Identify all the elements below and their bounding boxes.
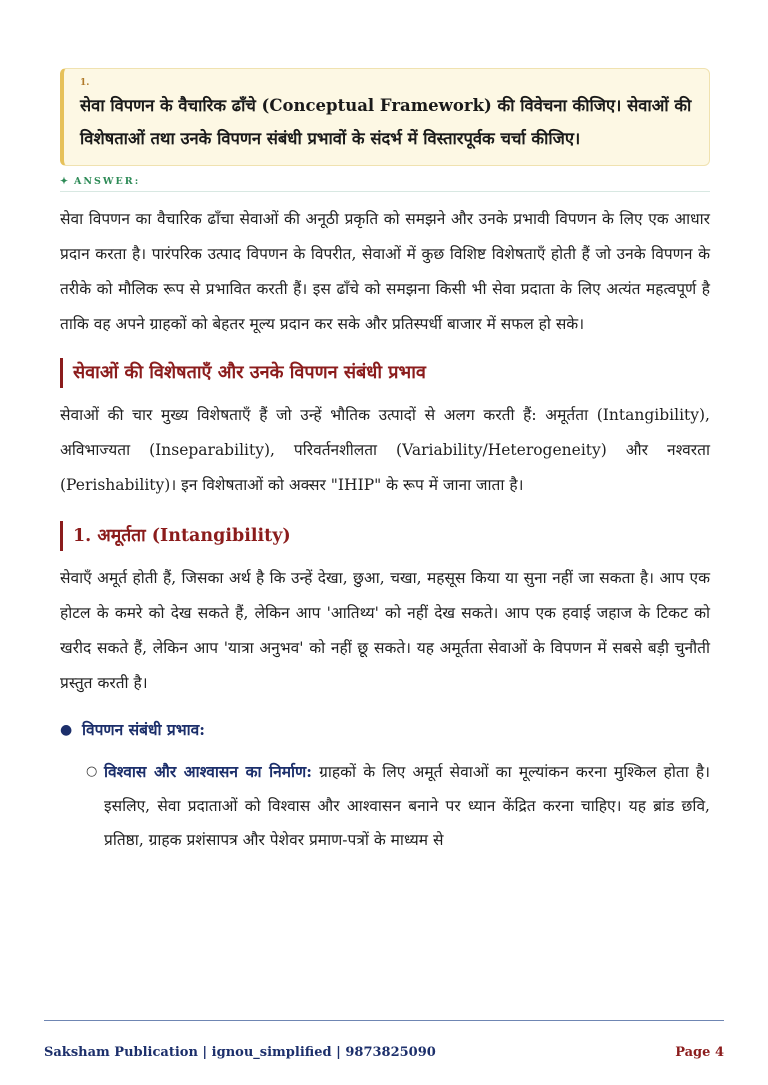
sub-bullet-text: ग्राहकों के लिए अमूर्त सेवाओं का मूल्यांकन करना मुश्किल होता है। इसलिए, सेवा प्रदाताओं को विश्वास और आश्वासन बनाने पर ध्यान केंद्रित करना चाहिए। यह ब्रांड छवि, प्रतिष्ठा, ग्राहक प्रशंसापत्र और पेशेवर प्रमाण-पत्रों के माध्यम से xyxy=(104,763,710,849)
footer-divider xyxy=(44,1020,724,1021)
bullet-dot-icon: ● xyxy=(60,722,73,738)
circle-bullet-icon: ○ xyxy=(86,764,98,779)
bullet-heading: विपणन संबंधी प्रभाव: xyxy=(82,720,205,739)
intro-paragraph: सेवा विपणन का वैचारिक ढाँचा सेवाओं की अनूठी प्रकृति को समझने और उनके प्रभावी विपणन के लिए एक आधार प्रदान करता है। पारंपरिक उत्पाद विपणन के विपरीत, सेवाओं में कुछ विशिष्ट विशेषताएँ होती हैं जो उनके विपणन के तरीके को मौलिक रूप से प्रभावित करती हैं। इस ढाँचे को समझना किसी भी सेवा प्रदाता के लिए अत्यंत महत्वपूर्ण है ताकि वह अपने ग्राहकों को बेहतर मूल्य प्रदान कर सके और प्रतिस्पर्धी बाजार में सफल हो सके। xyxy=(60,210,710,333)
question-text: सेवा विपणन के वैचारिक ढाँचे (Conceptual Framework) की विवेचना कीजिए। सेवाओं की विशेषताओं तथा उनके विपणन संबंधी प्रभावों के संदर्भ में विस्तारपूर्वक चर्चा कीजिए। xyxy=(80,96,692,148)
question-number: 1. xyxy=(80,78,90,88)
bullet-marketing-impact xyxy=(60,715,710,745)
section-paragraph: सेवाओं की चार मुख्य विशेषताएँ हैं जो उन्हें भौतिक उत्पादों से अलग करती हैं: अमूर्तता (Intangibility), अविभाज्यता (Inseparability), परिवर्तनशीलता (Variability/Heterogeneity) और नश्वरता (Perishability)। इन विशेषताओं को अक्सर "IHIP" के रूप में जाना जाता है। xyxy=(60,406,710,494)
intangibility-paragraph: सेवाएँ अमूर्त होती हैं, जिसका अर्थ है कि उन्हें देखा, छुआ, चखा, महसूस किया या सुना नहीं जा सकता है। आप एक होटल के कमरे को देख सकते हैं, लेकिन आप 'आतिथ्य' को नहीं देख सकते। आप एक हवाई जहाज के टिकट को खरीद सकते हैं, लेकिन आप 'यात्रा अनुभव' को नहीं छू सकते। यह अमूर्तता सेवाओं के विपणन में सबसे बड़ी चुनौती प्रस्तुत करती है। xyxy=(60,569,710,692)
subheading-intangibility: 1. अमूर्तता (Intangibility) xyxy=(60,521,710,551)
page-content xyxy=(60,68,710,857)
diamond-icon: ✦ xyxy=(60,176,70,187)
sub-bullet-trust xyxy=(86,755,710,857)
footer-publisher: Saksham Publication | ignou_simplified | 9873825090 xyxy=(44,1045,436,1060)
sub-bullet-content xyxy=(104,755,710,857)
answer-label-text: ANSWER: xyxy=(73,176,141,187)
sub-bullet-lead: विश्वास और आश्वासन का निर्माण: xyxy=(104,762,312,781)
question-box xyxy=(60,68,710,166)
answer-label xyxy=(60,176,710,192)
footer-page-number: Page 4 xyxy=(675,1045,724,1060)
section-heading: सेवाओं की विशेषताएँ और उनके विपणन संबंधी प्रभाव xyxy=(60,358,710,388)
